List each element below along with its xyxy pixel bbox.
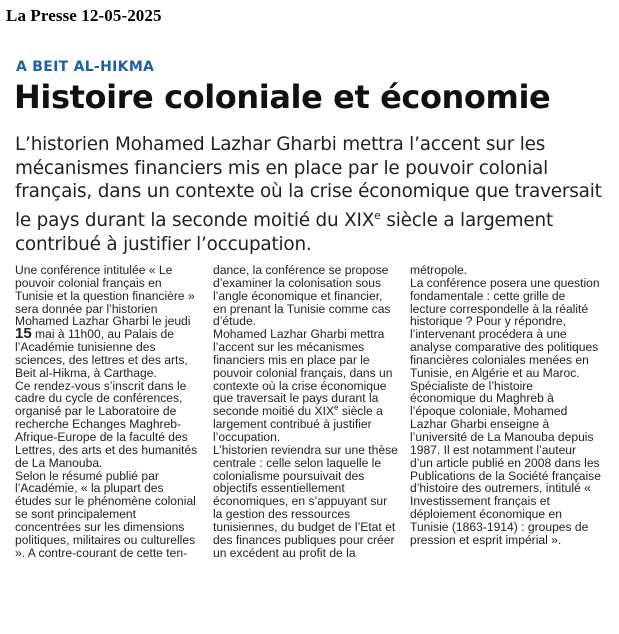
lede-text: L’historien Mohamed Lazhar Gharbi mettra l’accent sur les mécanismes financiers mis en place par le pouvoir colonial français, dans un contexte où la crise économique que traversait le pays durant la seconde moitié du XIX bbox=[15, 134, 602, 231]
column-3-paragraph-1: métropole. bbox=[410, 263, 468, 277]
section-kicker: A BEIT AL-HIKMA bbox=[16, 59, 155, 75]
column-3-paragraph-3: Spécialiste de l’histoire économique du Maghreb à l’époque coloniale, Mohamed Lazhar Gharbi enseigne à l’université de La Manouba depuis 1987. Il est notamment l’auteur d’un article publié en 2008 dans les Publications de la Société française d’histoire des outremers, intitulé « Investissement français et déploiement économique en Tunisie (1863-1914) : groupes de pression et esprit impérial ». bbox=[410, 378, 601, 547]
paragraph-text: Mohamed Lazhar Gharbi mettra l’accent sur les mécanismes financiers mis en place par le pouvoir colonial français, dans un contexte où la crise économique que traversait le pays durant la seconde moitié du XIX bbox=[213, 327, 393, 419]
column-1-paragraph-3: Selon le résumé publié par l’Académie, « la plupart des études sur le phénomène colonial se sont principalement concentrées sur les dimensions politiques, militaires ou culturelles ». A contre-courant de cette ten- bbox=[15, 468, 196, 560]
article-lede bbox=[15, 133, 615, 256]
event-day: 15 bbox=[15, 325, 32, 343]
article-column-3 bbox=[410, 264, 601, 547]
lede-superscript: e bbox=[374, 208, 381, 222]
century-superscript: e bbox=[334, 403, 339, 413]
article-headline: Histoire coloniale et économie bbox=[14, 78, 551, 116]
article-column-2 bbox=[213, 264, 399, 559]
column-2-paragraph-2 bbox=[213, 328, 399, 444]
paragraph-text: Une conférence intitulée « Le pouvoir colonial français en Tunisie et la question financière » sera donnée par l’historien Mohamed Lazhar Gharbi le jeudi bbox=[15, 263, 195, 329]
column-1-paragraph-2: Ce rendez-vous s’inscrit dans le cadre du cycle de conférences, organisé par le Laboratoire de recherche Echanges Maghreb-Afrique-Europe de la faculté des Lettres, des arts et des humanités de La Manouba. bbox=[15, 378, 198, 470]
column-1-paragraph-1 bbox=[15, 264, 201, 380]
article-column-1 bbox=[15, 264, 201, 559]
column-2-paragraph-1: dance, la conférence se propose d’examiner la colonisation sous l’angle économique et financier, en prenant la Tunisie comme cas d’étude. bbox=[213, 263, 391, 329]
paragraph-text: mai à 11h00, au Palais de l’Académie tunisienne des sciences, des lettres et des arts, Beit al-Hikma, à Carthage. bbox=[15, 327, 188, 380]
lede-text-end: siècle a largement contribué à justifier l’occupation. bbox=[15, 209, 553, 255]
paragraph-text: siècle a largement contribué à justifier l’occupation. bbox=[213, 404, 383, 444]
source-line: La Presse 12-05-2025 bbox=[6, 6, 162, 25]
column-3-paragraph-2: La conférence posera une question fondamentale : cette grille de lecture correspondelle à la réalité historique ? Pour y répondre, l’intervenant procédera à une analyse comparative des politiques financières coloniales menées en Tunisie, en Algérie et au Maroc. bbox=[410, 275, 600, 380]
column-2-paragraph-3: L’historien reviendra sur une thèse centrale : celle selon laquelle le colonialisme poursuivait des objectifs essentiellement économiques, en s’appuyant sur la gestion des ressources tunisiennes, du budget de l’Etat et des finances publiques pour créer un excédent au profit de la bbox=[213, 442, 398, 560]
